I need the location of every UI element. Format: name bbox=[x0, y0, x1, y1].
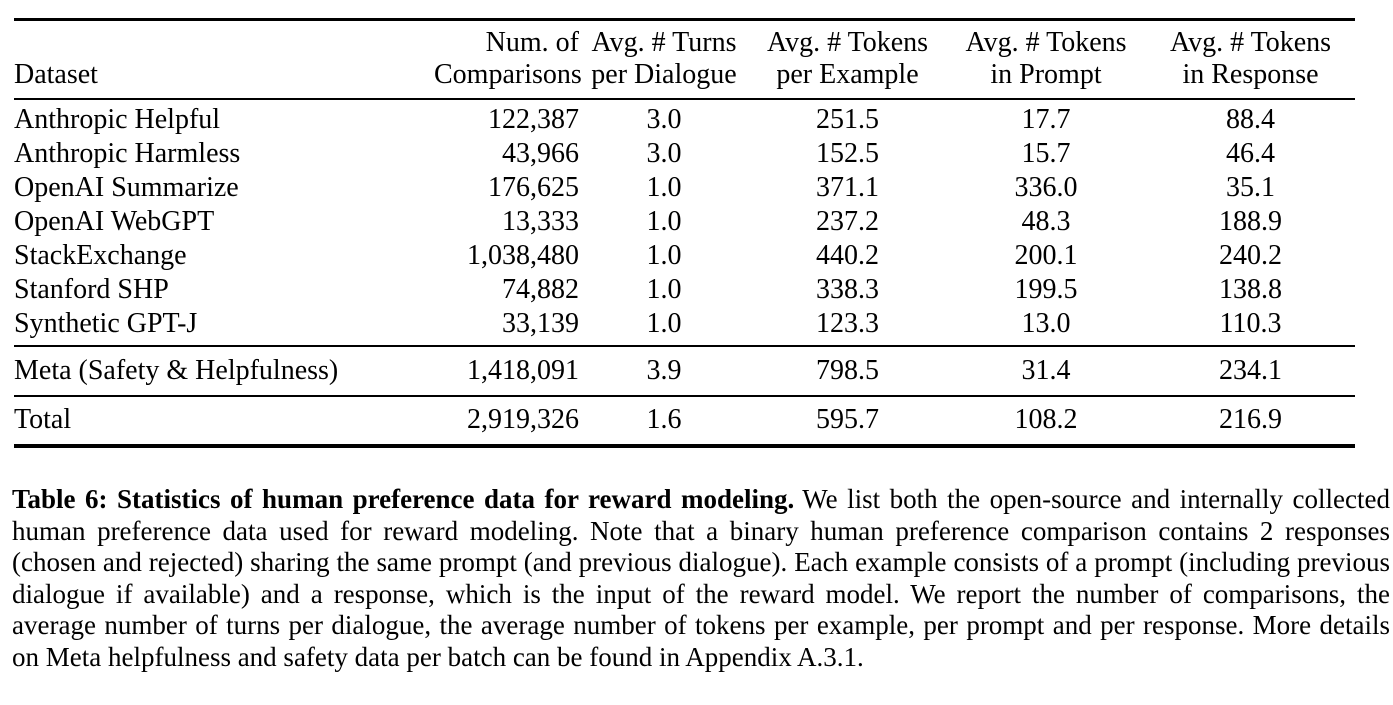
cell-dataset: Anthropic Harmless bbox=[14, 138, 241, 169]
cell-tokens-response: 88.4 bbox=[1226, 104, 1275, 135]
col-header-avg-turns-line2: per Dialogue bbox=[591, 59, 737, 90]
cell-tokens-response: 35.1 bbox=[1226, 172, 1275, 203]
col-header-avg-tokens-per-example bbox=[749, 20, 946, 100]
cell-turns: 1.0 bbox=[646, 172, 682, 203]
col-header-dataset bbox=[14, 20, 434, 100]
col-header-avg-tokens-example-line2: per Example bbox=[776, 59, 919, 90]
cell-turns: 1.0 bbox=[646, 274, 682, 305]
cell-tokens-response: 240.2 bbox=[1219, 240, 1282, 271]
cell-tokens-example: 798.5 bbox=[749, 346, 946, 396]
col-header-avg-turns-per-dialogue bbox=[579, 20, 749, 100]
row-stackexchange bbox=[14, 239, 1355, 273]
cell-dataset: Total bbox=[14, 396, 434, 446]
cell-tokens-prompt: 17.7 bbox=[1021, 104, 1071, 135]
cell-tokens-prompt: 200.1 bbox=[1014, 240, 1078, 271]
cell-turns: 1.0 bbox=[646, 206, 682, 237]
col-header-avg-tokens-example-line1: Avg. # Tokens bbox=[766, 27, 929, 58]
row-meta bbox=[14, 346, 1355, 396]
cell-tokens-prompt: 13.0 bbox=[1021, 308, 1071, 339]
cell-tokens-response: 110.3 bbox=[1219, 308, 1282, 339]
col-header-num-comparisons-line2: Comparisons bbox=[434, 59, 582, 90]
caption-body: We list both the open-source and internally collected human preference data used for reward modeling. Note that a binary human preference comparison contains 2 responses (chosen and rejected) sharing the same prompt (and previous dialogue). Each example consists of a prompt (including previous dialogue if available) and a response, which is the input of the reward model. We report the number of comparisons, the average number of turns per dialogue, the average number of tokens per example, per prompt and per response. More details on Meta helpfulness and safety data per batch can be found in Appendix A.3.1. bbox=[12, 484, 1390, 672]
cell-comparisons: 13,333 bbox=[502, 206, 579, 237]
cell-tokens-example: 152.5 bbox=[816, 138, 879, 169]
cell-tokens-prompt: 108.2 bbox=[946, 396, 1146, 446]
cell-comparisons: 1,418,091 bbox=[434, 346, 579, 396]
cell-tokens-example: 237.2 bbox=[816, 206, 879, 237]
cell-tokens-response: 46.4 bbox=[1226, 138, 1275, 169]
col-header-avg-tokens-response-line2: in Response bbox=[1182, 59, 1319, 90]
cell-dataset: OpenAI Summarize bbox=[14, 172, 239, 203]
row-openai-summarize bbox=[14, 171, 1355, 205]
cell-turns: 1.0 bbox=[646, 308, 682, 339]
col-header-avg-tokens-prompt-line2: in Prompt bbox=[990, 59, 1102, 90]
cell-turns: 1.6 bbox=[579, 396, 749, 446]
col-header-num-comparisons-line1: Num. of bbox=[485, 27, 579, 58]
row-stanford-shp bbox=[14, 273, 1355, 307]
row-synthetic-gptj bbox=[14, 307, 1355, 346]
cell-tokens-response: 188.9 bbox=[1219, 206, 1282, 237]
cell-dataset: StackExchange bbox=[14, 240, 187, 271]
table-body-total bbox=[14, 396, 1355, 446]
table-body-meta bbox=[14, 346, 1355, 396]
cell-tokens-example: 251.5 bbox=[816, 104, 879, 135]
cell-comparisons: 176,625 bbox=[488, 172, 579, 203]
cell-comparisons: 33,139 bbox=[502, 308, 579, 339]
cell-turns: 3.0 bbox=[646, 138, 682, 169]
row-total bbox=[14, 396, 1355, 446]
cell-tokens-example: 440.2 bbox=[816, 240, 879, 271]
row-anthropic-harmless bbox=[14, 137, 1355, 171]
col-header-avg-tokens-response-line1: Avg. # Tokens bbox=[1169, 27, 1332, 58]
cell-tokens-example: 123.3 bbox=[816, 308, 879, 339]
preference-data-table bbox=[14, 18, 1355, 448]
col-header-avg-tokens-in-prompt bbox=[946, 20, 1146, 100]
col-header-avg-tokens-prompt-line1: Avg. # Tokens bbox=[965, 27, 1127, 58]
cell-turns: 3.0 bbox=[646, 104, 682, 135]
col-header-avg-tokens-in-response bbox=[1146, 20, 1355, 100]
cell-tokens-prompt: 48.3 bbox=[1021, 206, 1071, 237]
cell-comparisons: 43,966 bbox=[502, 138, 579, 169]
table-body-datasets bbox=[14, 99, 1355, 346]
row-openai-webgpt bbox=[14, 205, 1355, 239]
cell-tokens-example: 595.7 bbox=[749, 396, 946, 446]
cell-dataset: Anthropic Helpful bbox=[14, 104, 221, 135]
col-header-num-comparisons bbox=[434, 20, 582, 100]
caption-heading: Table 6: Statistics of human preference data for reward modeling. bbox=[12, 484, 795, 514]
cell-tokens-prompt: 336.0 bbox=[1014, 172, 1078, 203]
cell-tokens-response: 234.1 bbox=[1146, 346, 1355, 396]
cell-dataset: OpenAI WebGPT bbox=[14, 206, 215, 237]
cell-turns: 1.0 bbox=[646, 240, 682, 271]
row-anthropic-helpful bbox=[14, 99, 1355, 137]
cell-tokens-response: 138.8 bbox=[1219, 274, 1282, 305]
table-header-row bbox=[14, 20, 1355, 100]
cell-tokens-response: 216.9 bbox=[1146, 396, 1355, 446]
cell-comparisons: 122,387 bbox=[488, 104, 579, 135]
cell-tokens-example: 371.1 bbox=[816, 172, 879, 203]
cell-comparisons: 2,919,326 bbox=[434, 396, 579, 446]
cell-comparisons: 74,882 bbox=[502, 274, 579, 305]
cell-tokens-prompt: 31.4 bbox=[946, 346, 1146, 396]
cell-dataset: Synthetic GPT-J bbox=[14, 308, 198, 339]
cell-dataset: Meta (Safety & Helpfulness) bbox=[14, 346, 434, 396]
col-header-avg-turns-line1: Avg. # Turns bbox=[591, 27, 737, 58]
cell-tokens-prompt: 199.5 bbox=[1014, 274, 1078, 305]
cell-tokens-example: 338.3 bbox=[816, 274, 879, 305]
cell-tokens-prompt: 15.7 bbox=[1021, 138, 1071, 169]
col-header-dataset-label: Dataset bbox=[14, 59, 98, 90]
table-caption bbox=[12, 484, 1390, 673]
cell-comparisons: 1,038,480 bbox=[467, 240, 579, 271]
cell-dataset: Stanford SHP bbox=[14, 274, 169, 305]
table-header bbox=[14, 20, 1355, 100]
cell-turns: 3.9 bbox=[579, 346, 749, 396]
